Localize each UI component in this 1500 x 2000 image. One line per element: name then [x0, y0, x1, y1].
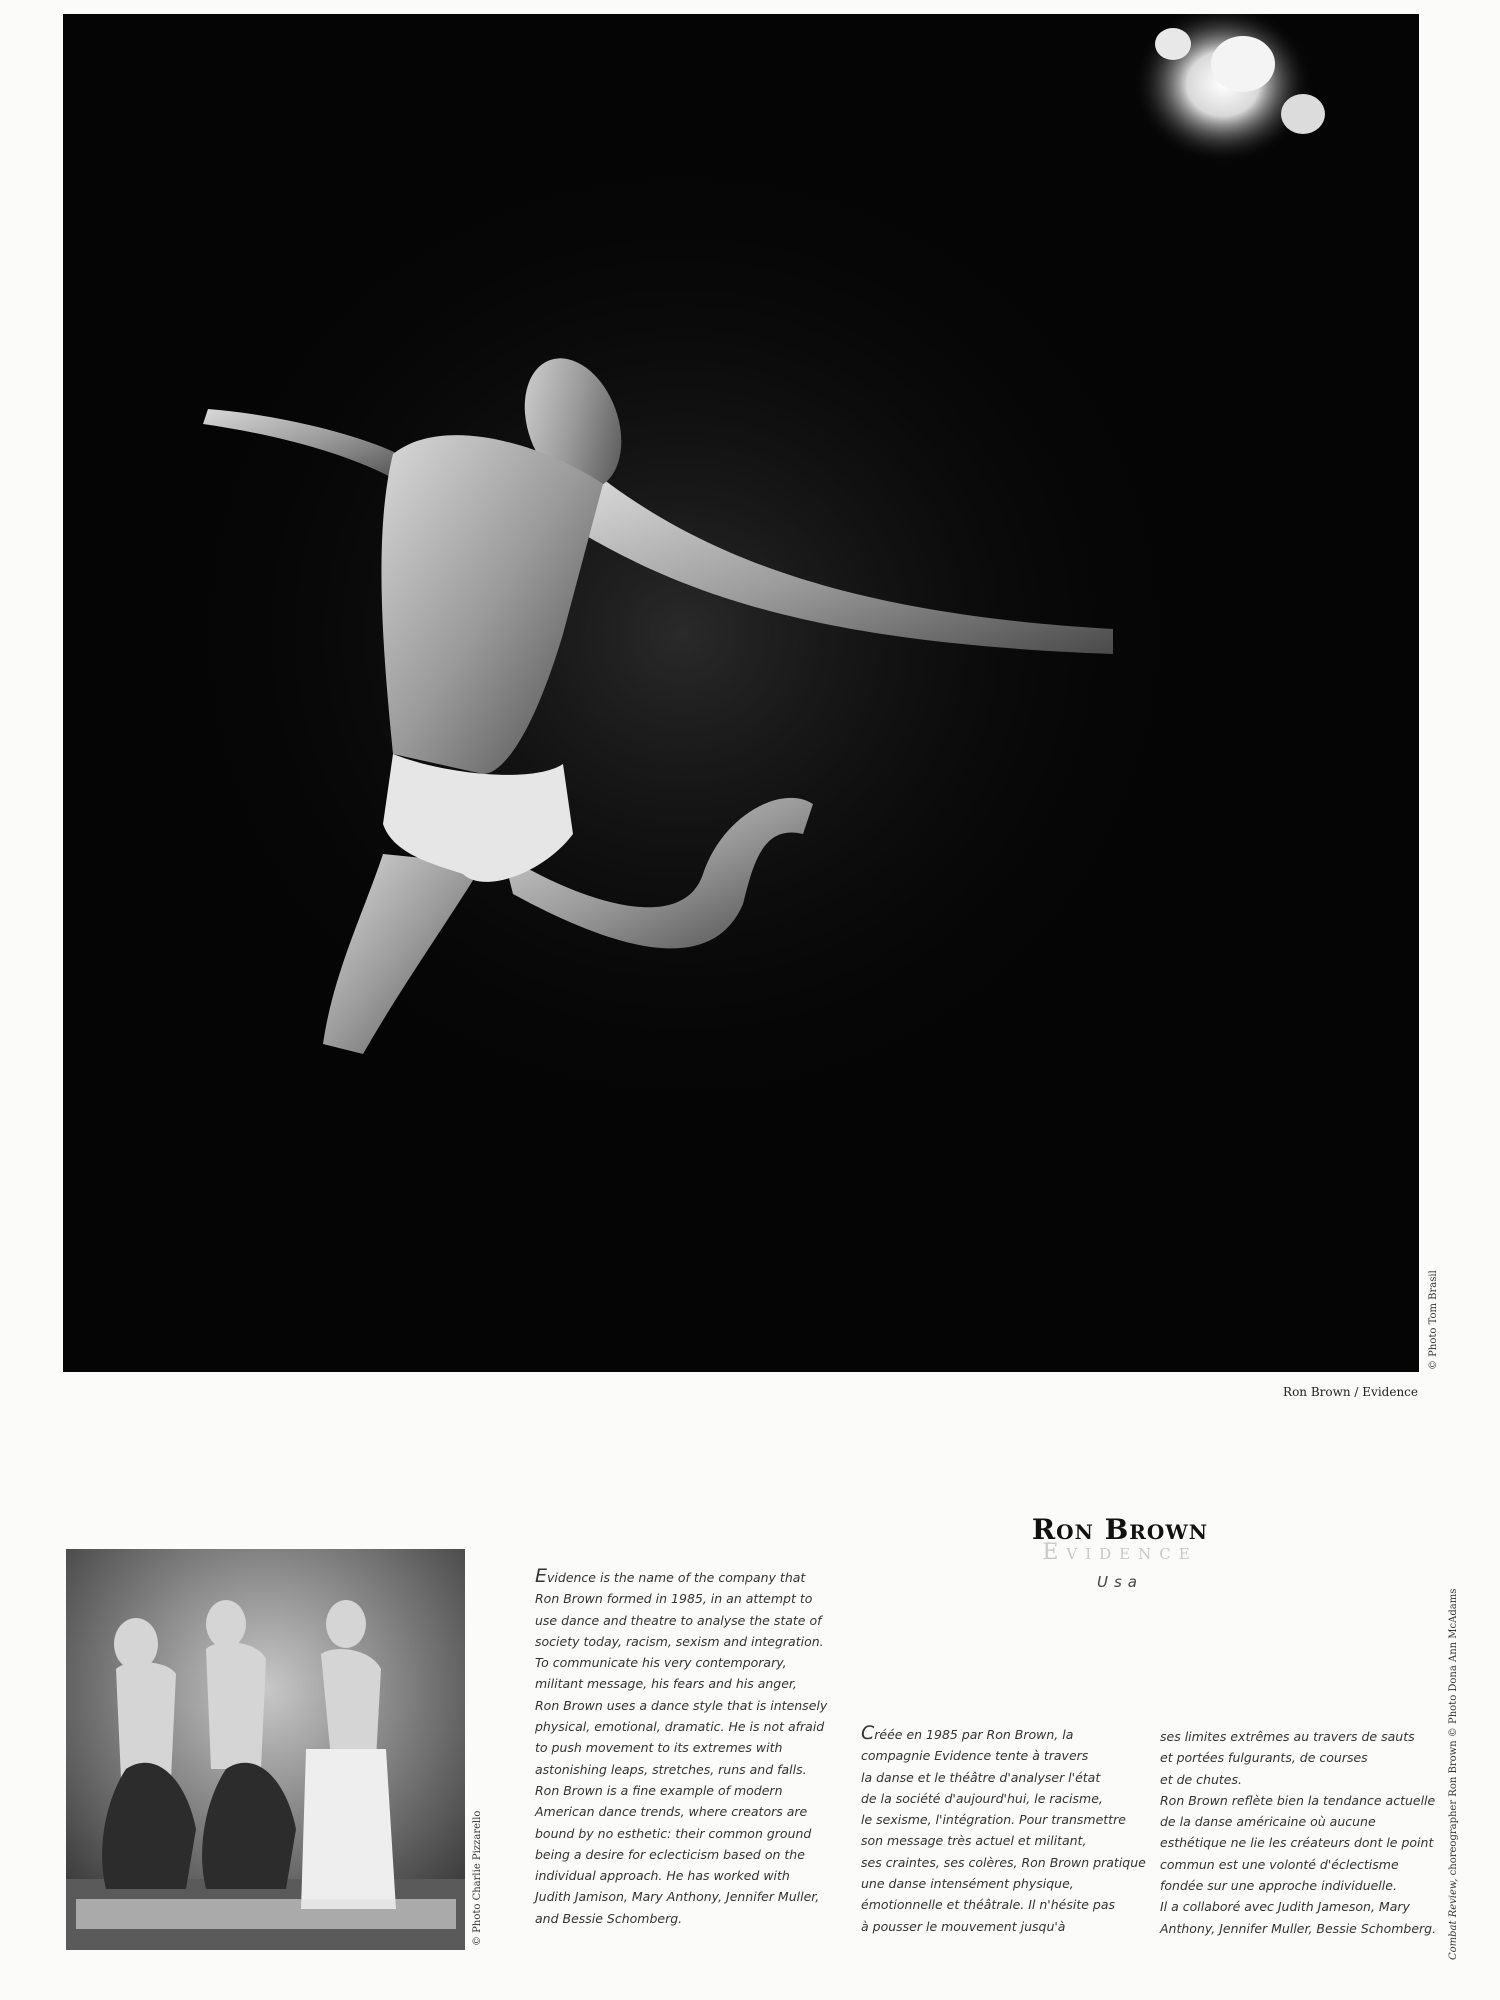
text-line-content: de la société d'aujourd'hui, le racisme, [861, 1790, 1103, 1806]
side-credit-text: choreographer Ron Brown © Photo Dona Ann McAdams [1448, 1588, 1459, 1879]
text-line-content: being a desire for eclecticism based on the [535, 1846, 805, 1862]
text-line [535, 1673, 827, 1694]
text-line [861, 1873, 1146, 1894]
text-line [535, 1865, 827, 1886]
text-line-content: et portées fulgurants, de courses [1160, 1750, 1368, 1766]
main-photo-caption: Ron Brown / Evidence [1283, 1385, 1418, 1399]
text-line [535, 1908, 827, 1929]
text-line [1160, 1854, 1436, 1875]
text-line-content: society today, racism, sexism and integration. [535, 1633, 824, 1649]
text-line-content: de la danse américaine où aucune [1160, 1814, 1376, 1830]
text-line-content: bound by no esthetic: their common ground [535, 1825, 812, 1841]
heading-block [990, 1513, 1250, 1591]
text-line [1160, 1918, 1436, 1939]
text-line [535, 1886, 827, 1907]
text-line-content: Ron Brown reflète bien la tendance actuelle [1160, 1792, 1436, 1808]
text-line [861, 1894, 1146, 1915]
text-line-content: physical, emotional, dramatic. He is not afraid [535, 1719, 825, 1735]
text-line-content: ses craintes, ses colères, Ron Brown pratique [861, 1854, 1146, 1870]
text-line-content: réée en 1985 par Ron Brown, la [874, 1727, 1074, 1742]
text-line [1160, 1875, 1436, 1896]
text-line-content: ses limites extrêmes au travers de sauts [1160, 1729, 1415, 1744]
text-line-content: la danse et le théâtre d'analyser l'état [861, 1769, 1101, 1785]
text-line [861, 1788, 1146, 1809]
text-line-content: Anthony, Jennifer Muller, Bessie Schomberg. [1160, 1920, 1437, 1936]
drop-cap: C [861, 1722, 875, 1744]
dancer-leaping-image [63, 14, 1419, 1372]
main-photo-credit: © Photo Tom Brasil [1428, 1270, 1439, 1370]
text-line [861, 1916, 1146, 1937]
text-line [1160, 1726, 1436, 1747]
text-line-content: commun est une volonté d'éclectisme [1160, 1856, 1399, 1872]
text-line-content: Ron Brown formed in 1985, in an attempt to [535, 1591, 813, 1607]
text-line [535, 1716, 827, 1737]
text-line-content: fondée sur une approche individuelle. [1160, 1878, 1397, 1894]
french-text-2 [1160, 1726, 1436, 1939]
text-line [535, 1695, 827, 1716]
french-text-1 [861, 1723, 1146, 1937]
text-line [1160, 1832, 1436, 1853]
text-line-content: esthétique ne lie les créateurs dont le point [1160, 1835, 1434, 1851]
main-photo [63, 14, 1419, 1372]
text-line-content: le sexisme, l'intégration. Pour transmettre [861, 1812, 1126, 1828]
text-line-content: and Bessie Schomberg. [535, 1910, 683, 1926]
text-line [861, 1809, 1146, 1830]
small-photo [66, 1549, 465, 1950]
text-line [535, 1610, 827, 1631]
text-line [1160, 1790, 1436, 1811]
text-line-content: Ron Brown is a fine example of modern [535, 1782, 783, 1798]
side-credit-title: Combat Review, [1448, 1878, 1459, 1960]
text-line [535, 1780, 827, 1801]
text-line-content: American dance trends, where creators are [535, 1804, 808, 1820]
text-line-content: use dance and theatre to analyse the state of [535, 1612, 822, 1628]
company-name: Evidence [1042, 1540, 1198, 1565]
dancers-group-image [66, 1549, 465, 1950]
text-line [535, 1759, 827, 1780]
text-line [1160, 1811, 1436, 1832]
text-line [535, 1566, 827, 1588]
text-line-content: to push movement to its extremes with [535, 1740, 783, 1756]
text-line [861, 1830, 1146, 1851]
text-line [1160, 1769, 1436, 1790]
text-line [535, 1823, 827, 1844]
text-line [535, 1801, 827, 1822]
text-line-content: compagnie Evidence tente à travers [861, 1748, 1089, 1764]
text-line-content: son message très actuel et militant, [861, 1833, 1087, 1849]
text-line [535, 1844, 827, 1865]
text-line-content: une danse intensément physique, [861, 1876, 1074, 1892]
text-line [861, 1723, 1146, 1745]
english-text [535, 1566, 827, 1929]
drop-cap: E [535, 1565, 548, 1587]
artist-name: Ron Brown [1031, 1513, 1209, 1546]
text-line-content: Il a collaboré avec Judith Jameson, Mary [1160, 1899, 1410, 1915]
side-credit [1448, 1589, 1459, 1960]
text-line [1160, 1896, 1436, 1917]
text-line-content: astonishing leaps, stretches, runs and falls. [535, 1761, 807, 1777]
text-line-content: militant message, his fears and his anger, [535, 1676, 797, 1692]
text-line-content: individual approach. He has worked with [535, 1868, 790, 1884]
text-line [861, 1745, 1146, 1766]
text-line-content: à pousser le mouvement jusqu'à [861, 1918, 1066, 1934]
text-line [535, 1652, 827, 1673]
text-line [1160, 1747, 1436, 1768]
text-line-content: To communicate his very contemporary, [535, 1655, 787, 1671]
text-line [535, 1737, 827, 1758]
text-line-content: Judith Jamison, Mary Anthony, Jennifer Muller, [535, 1889, 820, 1905]
text-line-content: vidence is the name of the company that [547, 1570, 806, 1585]
text-line [535, 1631, 827, 1652]
text-line [861, 1767, 1146, 1788]
country: Usa [1097, 1573, 1143, 1591]
text-line-content: émotionnelle et théâtrale. Il n'hésite pas [861, 1897, 1115, 1913]
small-photo-credit: © Photo Charlie Pizzarello [472, 1810, 483, 1946]
text-line-content: et de chutes. [1160, 1771, 1242, 1787]
text-line [861, 1852, 1146, 1873]
text-line-content: Ron Brown uses a dance style that is intensely [535, 1697, 828, 1713]
text-line [535, 1588, 827, 1609]
